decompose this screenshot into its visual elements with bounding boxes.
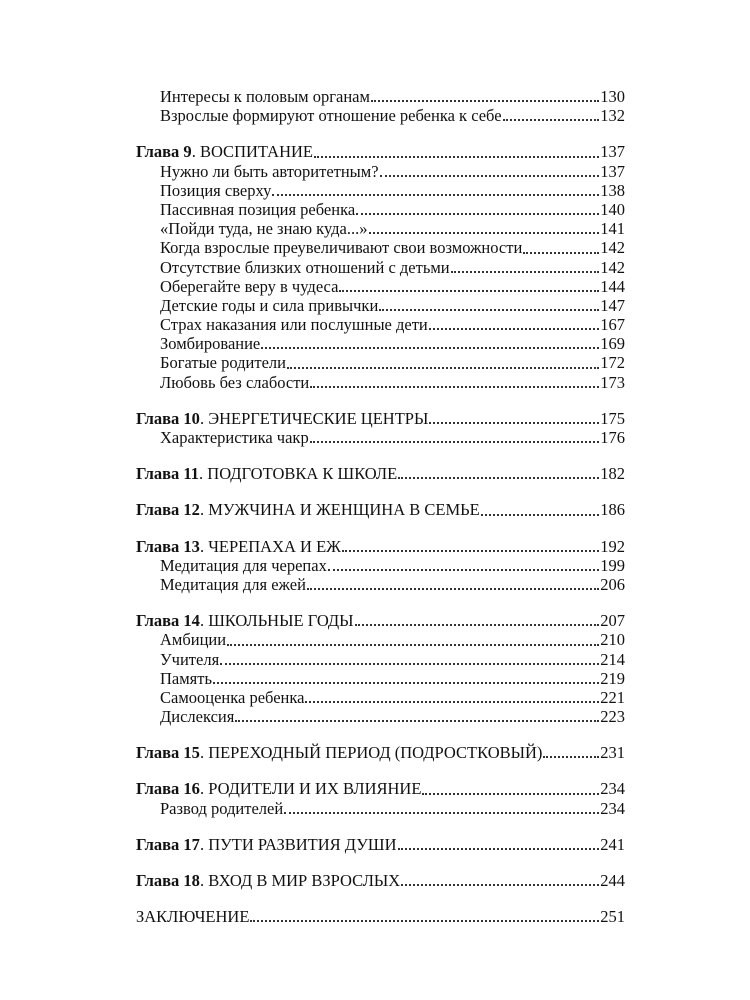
dot-leader bbox=[422, 793, 599, 795]
toc-entry-title: Оберегайте веру в чудеса bbox=[160, 276, 339, 296]
chapter-label: Глава 10 bbox=[136, 408, 200, 428]
page-number: 167 bbox=[600, 315, 625, 335]
toc-entry-title: Интересы к половым органам bbox=[160, 87, 370, 106]
toc-entry[interactable] bbox=[136, 707, 625, 726]
toc-entry[interactable] bbox=[136, 200, 625, 219]
toc-entry-title: Пассивная позиция ребенка bbox=[160, 199, 356, 219]
toc-entry-title: Любовь без слабости bbox=[160, 372, 310, 392]
dot-leader bbox=[429, 328, 599, 330]
dot-leader bbox=[481, 514, 600, 516]
toc-entry[interactable] bbox=[136, 181, 625, 200]
toc-entry[interactable] bbox=[136, 238, 625, 257]
toc-entry[interactable] bbox=[136, 315, 625, 334]
chapter-label: Глава 16 bbox=[136, 779, 200, 799]
toc-entry-title: Развод родителей bbox=[160, 798, 284, 818]
page-number: 223 bbox=[600, 707, 625, 727]
toc-entry-title: Медитация для ежей bbox=[160, 574, 306, 594]
dot-leader bbox=[261, 347, 599, 349]
toc-chapter-entry[interactable] bbox=[136, 871, 625, 890]
toc-entry-title bbox=[136, 409, 428, 428]
page-number: 140 bbox=[600, 199, 625, 219]
toc-entry-title bbox=[136, 142, 313, 161]
chapter-label: Глава 17 bbox=[136, 834, 200, 854]
page-number: 147 bbox=[600, 295, 625, 315]
dot-leader bbox=[310, 386, 599, 388]
toc-entry[interactable] bbox=[136, 106, 625, 125]
chapter-label: Глава 12 bbox=[136, 500, 200, 520]
toc-entry[interactable] bbox=[136, 258, 625, 277]
toc-entry-title bbox=[136, 779, 421, 798]
dot-leader bbox=[379, 309, 599, 311]
page-number: 182 bbox=[600, 464, 625, 484]
toc-entry[interactable] bbox=[136, 162, 625, 181]
page-number: 210 bbox=[600, 630, 625, 650]
chapter-label: Глава 13 bbox=[136, 536, 200, 556]
chapter-label: Глава 9 bbox=[136, 142, 192, 162]
toc-entry[interactable] bbox=[136, 353, 625, 372]
toc-entry[interactable] bbox=[136, 373, 625, 392]
page-number: 132 bbox=[600, 106, 625, 126]
page-number: 214 bbox=[600, 649, 625, 669]
toc-entry-title bbox=[136, 743, 542, 762]
dot-leader bbox=[451, 271, 600, 273]
toc-entry[interactable] bbox=[136, 428, 625, 447]
page-number: 234 bbox=[600, 779, 625, 799]
page-number: 192 bbox=[600, 536, 625, 556]
page-number: 234 bbox=[600, 798, 625, 818]
toc-chapter-entry[interactable] bbox=[136, 464, 625, 483]
toc-entry-title bbox=[136, 537, 341, 556]
page-number: 176 bbox=[600, 428, 625, 447]
dot-leader bbox=[369, 232, 600, 234]
dot-leader bbox=[503, 119, 600, 121]
dot-leader bbox=[250, 920, 599, 922]
chapter-title: . ЭНЕРГЕТИЧЕСКИЕ ЦЕНТРЫ bbox=[199, 408, 429, 428]
page-number: 175 bbox=[600, 408, 625, 428]
chapter-title: . ВХОД В МИР ВЗРОСЛЫХ bbox=[199, 871, 401, 890]
chapter-title: . РОДИТЕЛИ И ИХ ВЛИЯНИЕ bbox=[199, 779, 422, 799]
page-number: 221 bbox=[600, 687, 625, 707]
page-number: 130 bbox=[600, 87, 625, 106]
dot-leader bbox=[305, 701, 599, 703]
page-number: 169 bbox=[600, 334, 625, 354]
chapter-title: . ЧЕРЕПАХА И ЕЖ bbox=[199, 536, 341, 556]
chapter-title: . МУЖЧИНА И ЖЕНЩИНА В СЕМЬЕ bbox=[199, 500, 480, 520]
dot-leader bbox=[213, 682, 599, 684]
page-number: 142 bbox=[600, 238, 625, 258]
toc-entry-title: Отсутствие близких отношений с детьми bbox=[160, 257, 450, 277]
page-number: 207 bbox=[600, 611, 625, 631]
toc-entry-title: Память bbox=[160, 668, 213, 688]
toc-entry-title bbox=[136, 500, 480, 519]
toc-entry[interactable] bbox=[136, 907, 625, 926]
toc-entry-title: Страх наказания или послушные дети bbox=[160, 315, 428, 335]
toc-entry-title: «Пойди туда, не знаю куда...» bbox=[160, 219, 368, 239]
toc-entry[interactable] bbox=[136, 630, 625, 649]
page-number: 199 bbox=[600, 555, 625, 575]
dot-leader bbox=[523, 252, 599, 254]
dot-leader bbox=[227, 644, 599, 646]
toc-entry-title: Амбиции bbox=[160, 630, 227, 650]
toc-entry-title: Когда взрослые преувеличивают свои возможности bbox=[160, 238, 523, 258]
toc-chapter-entry[interactable] bbox=[136, 611, 625, 630]
page-number: 186 bbox=[600, 500, 625, 520]
dot-leader bbox=[287, 367, 599, 369]
page-number: 172 bbox=[600, 353, 625, 373]
toc-entry[interactable] bbox=[136, 669, 625, 688]
toc-entry[interactable] bbox=[136, 688, 625, 707]
toc-entry-title bbox=[136, 835, 397, 854]
toc-entry[interactable] bbox=[136, 575, 625, 594]
toc-entry-title: Характеристика чакр bbox=[160, 428, 309, 447]
toc-entry[interactable] bbox=[136, 277, 625, 296]
dot-leader bbox=[284, 812, 599, 814]
chapter-title: . ПЕРЕХОДНЫЙ ПЕРИОД (ПОДРОСТКОВЫЙ) bbox=[199, 743, 543, 763]
toc-entry[interactable] bbox=[136, 799, 625, 818]
toc-entry[interactable] bbox=[136, 296, 625, 315]
page-number: 141 bbox=[600, 219, 625, 239]
dot-leader bbox=[429, 422, 599, 424]
toc-entry-title bbox=[136, 871, 400, 890]
table-of-contents bbox=[136, 87, 625, 926]
chapter-label: Глава 14 bbox=[136, 611, 200, 631]
toc-entry-title: ЗАКЛЮЧЕНИЕ bbox=[136, 907, 250, 927]
page-number: 251 bbox=[600, 907, 625, 927]
chapter-title: . ПОДГОТОВКА К ШКОЛЕ bbox=[199, 464, 398, 484]
toc-entry-title: Самооценка ребенка bbox=[160, 687, 305, 707]
toc-entry-title: Медитация для черепах bbox=[160, 555, 327, 575]
toc-chapter-entry[interactable] bbox=[136, 835, 625, 854]
chapter-title: . ШКОЛЬНЫЕ ГОДЫ bbox=[199, 611, 354, 631]
toc-entry-title bbox=[136, 611, 354, 630]
dot-leader bbox=[371, 100, 599, 102]
toc-entry[interactable] bbox=[136, 650, 625, 669]
toc-entry-title: Богатые родители bbox=[160, 353, 286, 373]
chapter-label: Глава 15 bbox=[136, 743, 200, 763]
chapter-title: . ВОСПИТАНИЕ bbox=[191, 142, 313, 162]
toc-entry-title bbox=[136, 464, 397, 483]
toc-entry[interactable] bbox=[136, 87, 625, 106]
dot-leader bbox=[220, 663, 599, 665]
dot-leader bbox=[235, 720, 599, 722]
page-number: 137 bbox=[600, 161, 625, 181]
page-number: 144 bbox=[600, 276, 625, 296]
dot-leader bbox=[314, 156, 599, 158]
dot-leader bbox=[342, 550, 599, 552]
toc-chapter-entry[interactable] bbox=[136, 743, 625, 762]
toc-entry-title: Зомбирование bbox=[160, 334, 261, 354]
dot-leader bbox=[355, 624, 600, 626]
dot-leader bbox=[328, 569, 599, 571]
toc-entry-title: Учителя bbox=[160, 649, 220, 669]
toc-chapter-entry[interactable] bbox=[136, 409, 625, 428]
toc-entry-title: Нужно ли быть авторитетным? bbox=[160, 161, 379, 181]
dot-leader bbox=[398, 477, 599, 479]
dot-leader bbox=[307, 588, 599, 590]
dot-leader bbox=[339, 290, 599, 292]
dot-leader bbox=[380, 175, 600, 177]
toc-entry[interactable] bbox=[136, 334, 625, 353]
dot-leader bbox=[398, 848, 600, 850]
toc-chapter-entry[interactable] bbox=[136, 537, 625, 556]
toc-entry-title: Дислексия bbox=[160, 707, 235, 727]
toc-entry[interactable] bbox=[136, 556, 625, 575]
toc-chapter-entry[interactable] bbox=[136, 779, 625, 798]
toc-entry-title: Взрослые формируют отношение ребенка к себе bbox=[160, 106, 502, 126]
page-number: 137 bbox=[600, 142, 625, 162]
toc-entry-title: Детские годы и сила привычки bbox=[160, 295, 379, 315]
page-number: 142 bbox=[600, 257, 625, 277]
toc-entry[interactable] bbox=[136, 219, 625, 238]
page-number: 173 bbox=[600, 372, 625, 392]
dot-leader bbox=[356, 213, 599, 215]
page-number: 241 bbox=[600, 834, 625, 854]
toc-chapter-entry[interactable] bbox=[136, 142, 625, 161]
dot-leader bbox=[272, 194, 599, 196]
dot-leader bbox=[310, 441, 600, 443]
chapter-label: Глава 11 bbox=[136, 464, 200, 484]
chapter-label: Глава 18 bbox=[136, 871, 200, 890]
page-number: 244 bbox=[600, 871, 625, 890]
toc-chapter-entry[interactable] bbox=[136, 500, 625, 519]
page-number: 219 bbox=[600, 668, 625, 688]
page-number: 231 bbox=[600, 743, 625, 763]
page-number: 138 bbox=[600, 180, 625, 200]
chapter-title: . ПУТИ РАЗВИТИЯ ДУШИ bbox=[199, 834, 397, 854]
toc-entry-title: Позиция сверху bbox=[160, 180, 272, 200]
dot-leader bbox=[543, 756, 599, 758]
page-number: 206 bbox=[600, 574, 625, 594]
dot-leader bbox=[401, 884, 599, 886]
